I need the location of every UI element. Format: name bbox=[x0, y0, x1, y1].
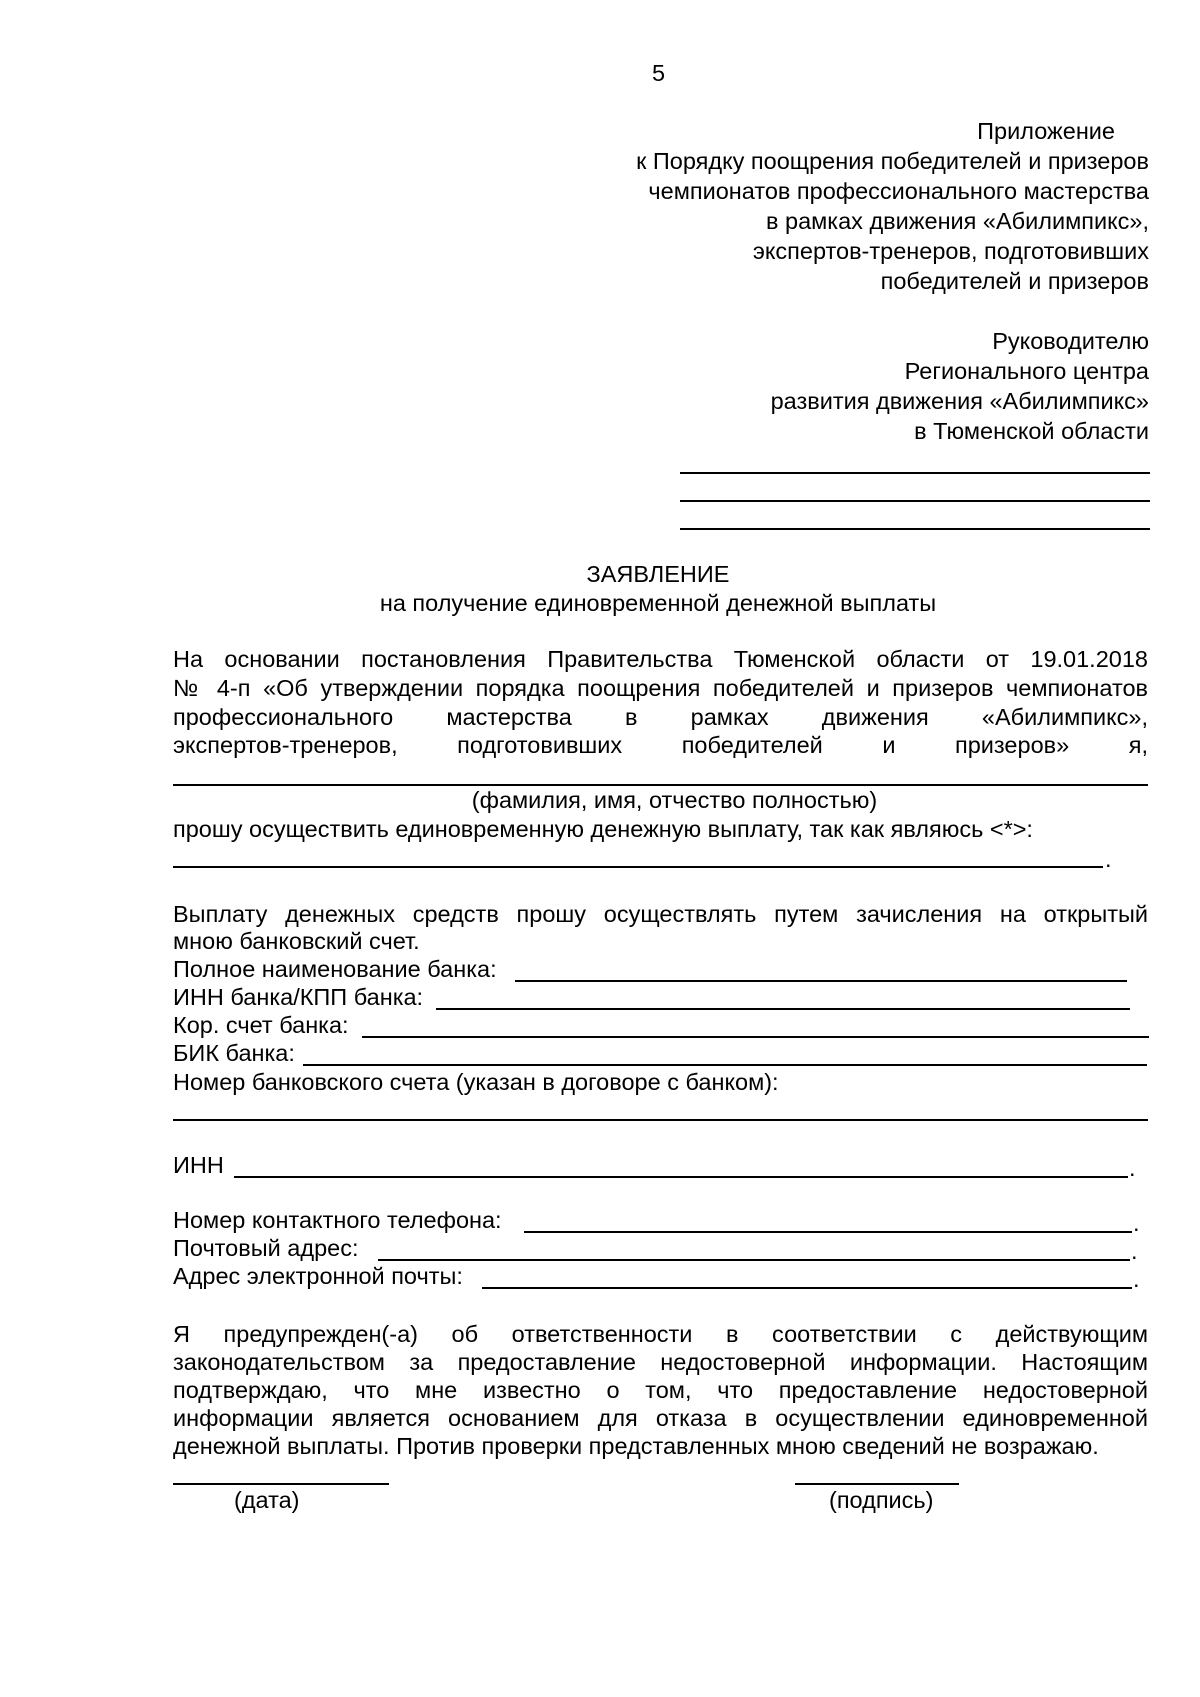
addressee-line: развития движения «Абилимпикс» bbox=[770, 388, 1149, 414]
date-field[interactable] bbox=[173, 1483, 389, 1485]
corr-account-label: Кор. счет банка: bbox=[173, 1012, 349, 1038]
request-text: прошу осуществить единовременную денежную выплату, так как являюсь <*>: bbox=[173, 816, 1033, 842]
bank-inn-kpp-label: ИНН банка/КПП банка: bbox=[173, 984, 424, 1010]
email-label: Адрес электронной почты: bbox=[173, 1263, 463, 1289]
period: . bbox=[1129, 1155, 1136, 1181]
addressee-line: в Тюменской области bbox=[914, 418, 1149, 444]
appendix-line: экспертов-тренеров, подготовивших bbox=[752, 238, 1149, 264]
bik-label: БИК банка: bbox=[173, 1040, 295, 1066]
bank-inn-kpp-field[interactable] bbox=[436, 1008, 1130, 1010]
intro-line: экспертов-тренеров, подготовивших победителей и призеров» я, bbox=[173, 732, 1148, 758]
payment-line: Выплату денежных средств прошу осуществлять путем зачисления на открытый bbox=[173, 901, 1148, 927]
bank-name-field[interactable] bbox=[515, 980, 1127, 982]
period: . bbox=[1133, 1210, 1140, 1236]
account-number-label: Номер банковского счета (указан в договоре с банком): bbox=[173, 1069, 779, 1095]
intro-line: № 4-п «Об утверждении порядка поощрения победителей и призеров чемпионатов bbox=[173, 675, 1148, 701]
warning-line: подтверждаю, что мне известно о том, что предоставление недостоверной bbox=[173, 1377, 1148, 1403]
inn-label: ИНН bbox=[173, 1152, 224, 1178]
corr-account-field[interactable] bbox=[362, 1036, 1149, 1038]
date-caption: (дата) bbox=[234, 1487, 300, 1513]
document-subtitle: на получение единовременной денежной выплаты bbox=[379, 590, 937, 616]
payment-line: мною банковский счет. bbox=[173, 928, 420, 954]
email-field[interactable] bbox=[482, 1287, 1132, 1289]
addressee-line: Регионального центра bbox=[904, 358, 1149, 384]
warning-line: информации является основанием для отказа в осуществлении единовременной bbox=[173, 1405, 1148, 1431]
period: . bbox=[1133, 1266, 1140, 1292]
intro-line: На основании постановления Правительства Тюменской области от 19.01.2018 bbox=[173, 646, 1148, 672]
period: . bbox=[1105, 846, 1112, 872]
appendix-line: чемпионатов профессионального мастерства bbox=[648, 178, 1149, 204]
warning-line: денежной выплаты. Против проверки представленных мною сведений не возражаю. bbox=[173, 1433, 1099, 1459]
appendix-line: победителей и призеров bbox=[880, 268, 1149, 294]
addressee-blank-line[interactable] bbox=[680, 528, 1150, 530]
appendix-line: к Порядку поощрения победителей и призеров bbox=[636, 148, 1149, 174]
bank-name-label: Полное наименование банка: bbox=[173, 956, 497, 982]
signature-field[interactable] bbox=[795, 1483, 959, 1485]
postal-address-field[interactable] bbox=[378, 1259, 1130, 1261]
fio-blank-line[interactable] bbox=[173, 784, 1148, 786]
appendix-line: в рамках движения «Абилимпикс», bbox=[766, 208, 1149, 234]
document-title: ЗАЯВЛЕНИЕ bbox=[586, 561, 730, 587]
phone-field[interactable] bbox=[524, 1231, 1132, 1233]
fio-caption: (фамилия, имя, отчество полностью) bbox=[471, 787, 878, 813]
signature-caption: (подпись) bbox=[829, 1487, 934, 1513]
account-number-field[interactable] bbox=[173, 1119, 1148, 1121]
postal-address-label: Почтовый адрес: bbox=[173, 1235, 359, 1261]
bik-field[interactable] bbox=[303, 1064, 1147, 1066]
request-blank-line[interactable] bbox=[173, 866, 1103, 868]
page-number: 5 bbox=[652, 60, 666, 86]
inn-field[interactable] bbox=[234, 1176, 1128, 1178]
addressee-blank-line[interactable] bbox=[680, 500, 1150, 502]
warning-line: Я предупрежден(-а) об ответственности в соответствии с действующим bbox=[173, 1321, 1148, 1347]
phone-label: Номер контактного телефона: bbox=[173, 1207, 502, 1233]
period: . bbox=[1131, 1238, 1138, 1264]
warning-line: законодательством за предоставление недостоверной информации. Настоящим bbox=[173, 1349, 1148, 1375]
intro-line: профессионального мастерства в рамках движения «Абилимпикс», bbox=[173, 704, 1148, 730]
appendix-line: Приложение bbox=[977, 118, 1115, 144]
addressee-line: Руководителю bbox=[992, 328, 1149, 354]
addressee-blank-line[interactable] bbox=[680, 472, 1150, 474]
